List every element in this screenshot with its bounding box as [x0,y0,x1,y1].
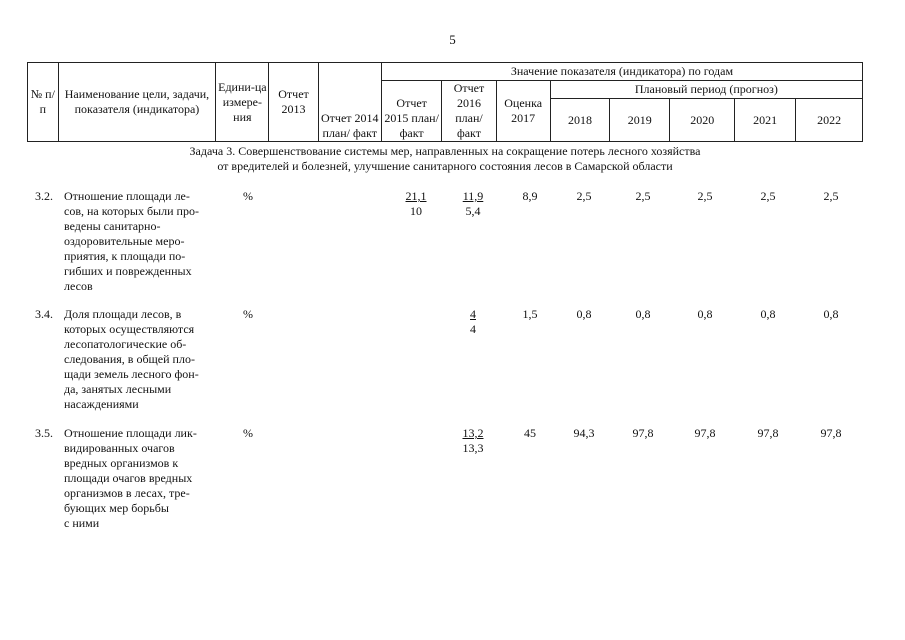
name-line: сов, на которых были про- [64,204,199,218]
header-unit: Едини-ца измере-ния [216,63,269,142]
name-line: с ними [64,516,100,530]
name-line: вредных организмов к [64,456,179,470]
value-2020: 0,8 [697,307,713,321]
fact-value: 13,3 [462,441,484,455]
value-2017: 45 [524,426,536,440]
value-2021: 97,8 [757,426,779,440]
value-2017: 1,5 [522,307,538,321]
row-name [64,307,239,412]
header-year-2019: 2019 [610,99,670,142]
name-line: да, занятых лесными [64,382,172,396]
value-2022: 97,8 [820,426,842,440]
value-2021: 0,8 [760,307,776,321]
plan-value: 21,1 [405,189,427,203]
header-2013: Отчет 2013 [269,63,318,142]
task-line-2: от вредителей и болезней, улучшение санитарного состояния лесов в Самарской области [217,159,673,173]
value-2019: 2,5 [635,189,651,203]
fact-value: 4 [470,322,476,336]
value-2022: 0,8 [823,307,839,321]
name-line: гибших и поврежденных [64,264,192,278]
header-year-2022: 2022 [796,99,863,142]
name-line: следования, в общей пло- [64,352,195,366]
header-year-2021: 2021 [734,99,795,142]
plan-value: 11,9 [462,189,484,203]
page-number: 5 [449,32,456,47]
row-unit: % [243,307,253,321]
name-line: Доля площади лесов, в [64,307,182,321]
header-name: Наименование цели, задачи, показателя (индикатора) [58,63,216,142]
name-line: ведены санитарно- [64,219,161,233]
fact-value: 5,4 [465,204,481,218]
value-2016 [453,426,493,456]
header-num: № п/п [28,63,59,142]
name-line: щади земель лесного фон- [64,367,199,381]
value-2018: 0,8 [576,307,592,321]
value-2017: 8,9 [522,189,538,203]
row-name [64,189,239,294]
row-number: 3.4. [35,307,53,321]
name-line: площади очагов вредных [64,471,193,485]
header-2015: Отчет 2015 план/ факт [381,81,441,142]
name-line: организмов в лесах, тре- [64,486,190,500]
header-year-2020: 2020 [670,99,734,142]
task-line-1: Задача 3. Совершенствование системы мер, направленных на сокращение потерь лесного хозяйства [189,144,701,158]
header-2014: Отчет 2014 план/ факт [318,63,381,142]
value-2016 [453,307,493,337]
name-line: Отношение площади лик- [64,426,197,440]
value-2020: 2,5 [697,189,713,203]
name-line: Отношение площади ле- [64,189,190,203]
name-line: насаждениями [64,397,139,411]
name-line: которых осуществляются [64,322,195,336]
header-2016: Отчет 2016 план/ факт [442,81,496,142]
row-unit: % [243,189,253,203]
row-number: 3.2. [35,189,53,203]
header-plan-group: Плановый период (прогноз) [550,81,862,99]
row-number: 3.5. [35,426,53,440]
value-2018: 2,5 [576,189,592,203]
name-line: видированных очагов [64,441,175,455]
plan-value: 13,2 [462,426,484,440]
row-name [64,426,239,531]
value-2016 [453,189,493,219]
value-2015 [396,189,436,219]
value-2022: 2,5 [823,189,839,203]
value-2020: 97,8 [694,426,716,440]
value-2021: 2,5 [760,189,776,203]
name-line: лесов [64,279,93,293]
name-line: приятия, к площади по- [64,249,186,263]
header-table [27,62,863,142]
fact-value: 10 [410,204,422,218]
value-2018: 94,3 [573,426,595,440]
value-2019: 0,8 [635,307,651,321]
header-year-2018: 2018 [550,99,609,142]
name-line: оздоровительные меро- [64,234,185,248]
name-line: бующих мер борьбы [64,501,169,515]
plan-value: 4 [470,307,476,321]
header-values-group: Значение показателя (индикатора) по годам [381,63,862,81]
name-line: лесопатологические об- [64,337,187,351]
value-2019: 97,8 [632,426,654,440]
row-unit: % [243,426,253,440]
task-heading [27,144,863,174]
header-2017: Оценка 2017 [496,81,550,142]
